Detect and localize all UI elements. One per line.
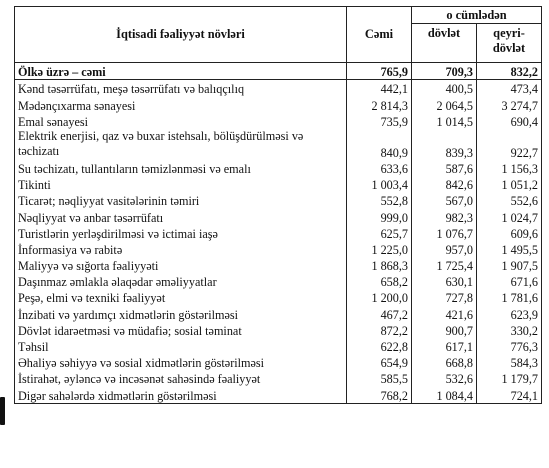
edge-mark <box>0 397 5 425</box>
row-total-value: 840,9 <box>347 129 412 160</box>
row-total-value: 633,6 <box>347 160 412 176</box>
row-state-value: 1 014,5 <box>412 113 477 129</box>
row-activity-name: İnzibati və yardımçı xidmətlərin göstərilməsi <box>15 305 347 321</box>
row-total-value: 1 200,0 <box>347 289 412 305</box>
row-state-value: 1 084,4 <box>412 386 477 403</box>
row-total-value: 658,2 <box>347 273 412 289</box>
row-state-value: 727,8 <box>412 289 477 305</box>
row-state-value: 668,8 <box>412 354 477 370</box>
header-activity: İqtisadi fəaliyyət növləri <box>15 7 347 63</box>
table-row <box>15 354 542 370</box>
row-nonstate-value: 623,9 <box>477 305 542 321</box>
row-state-value: 842,6 <box>412 176 477 192</box>
row-nonstate-value: 1 051,2 <box>477 176 542 192</box>
table-row <box>15 386 542 403</box>
row-activity-name: Təhsil <box>15 338 347 354</box>
table-row <box>15 113 542 129</box>
wage-table <box>14 6 542 404</box>
row-activity-name: Turistlərin yerləşdirilməsi və ictimai iaşə <box>15 225 347 241</box>
table-header <box>15 7 542 63</box>
row-activity-name: Peşə, elmi və texniki fəaliyyət <box>15 289 347 305</box>
row-state-value: 587,6 <box>412 160 477 176</box>
row-activity-name: Dövlət idarəetməsi və müdafiə; sosial təminat <box>15 322 347 338</box>
table-row <box>15 176 542 192</box>
table-row <box>15 80 542 97</box>
row-total-value: 872,2 <box>347 322 412 338</box>
row-state-value: 400,5 <box>412 80 477 97</box>
table-row <box>15 192 542 208</box>
row-total-value: 467,2 <box>347 305 412 321</box>
row-nonstate-value: 473,4 <box>477 80 542 97</box>
row-total-value: 654,9 <box>347 354 412 370</box>
row-total-value: 765,9 <box>347 63 412 80</box>
table-row <box>15 160 542 176</box>
row-activity-name: Mədənçıxarma sənayesi <box>15 96 347 112</box>
row-activity-name: Əhaliyə səhiyyə və sosial xidmətlərin göstərilməsi <box>15 354 347 370</box>
row-activity-name: Daşınmaz əmlakla əlaqədar əməliyyatlar <box>15 273 347 289</box>
row-total-value: 585,5 <box>347 370 412 386</box>
row-activity-name: Ticarət; nəqliyyat vasitələrinin təmiri <box>15 192 347 208</box>
row-total-value: 768,2 <box>347 386 412 403</box>
header-including: o cümlədən <box>412 7 542 24</box>
row-activity-name: Ölkə üzrə – cəmi <box>15 63 347 80</box>
row-state-value: 567,0 <box>412 192 477 208</box>
row-nonstate-value: 1 781,6 <box>477 289 542 305</box>
row-state-value: 1 725,4 <box>412 257 477 273</box>
table-row <box>15 338 542 354</box>
row-total-value: 552,8 <box>347 192 412 208</box>
table-row <box>15 129 542 160</box>
table-row <box>15 289 542 305</box>
row-state-value: 421,6 <box>412 305 477 321</box>
row-state-value: 630,1 <box>412 273 477 289</box>
row-activity-name: Nəqliyyat və anbar təsərrüfatı <box>15 208 347 224</box>
header-total: Cəmi <box>347 7 412 63</box>
row-total-value: 1 003,4 <box>347 176 412 192</box>
table-row <box>15 225 542 241</box>
row-activity-name: Maliyyə və sığorta fəaliyyəti <box>15 257 347 273</box>
row-nonstate-value: 330,2 <box>477 322 542 338</box>
row-total-value: 625,7 <box>347 225 412 241</box>
table-row <box>15 208 542 224</box>
row-total-value: 1 225,0 <box>347 241 412 257</box>
row-activity-name: Emal sənayesi <box>15 113 347 129</box>
row-nonstate-value: 832,2 <box>477 63 542 80</box>
row-state-value: 2 064,5 <box>412 96 477 112</box>
row-activity-name: Elektrik enerjisi, qaz və buxar istehsalı, bölüşdürülməsi və təchizatı <box>15 129 347 160</box>
row-total-value: 999,0 <box>347 208 412 224</box>
row-state-value: 982,3 <box>412 208 477 224</box>
row-nonstate-value: 724,1 <box>477 386 542 403</box>
row-activity-name: Su təchizatı, tullantıların təmizlənməsi və emalı <box>15 160 347 176</box>
row-nonstate-value: 1 907,5 <box>477 257 542 273</box>
row-nonstate-value: 671,6 <box>477 273 542 289</box>
row-activity-name: Digər sahələrdə xidmətlərin göstərilməsi <box>15 386 347 403</box>
row-nonstate-value: 609,6 <box>477 225 542 241</box>
row-total-value: 2 814,3 <box>347 96 412 112</box>
row-nonstate-value: 584,3 <box>477 354 542 370</box>
table-body <box>15 63 542 404</box>
row-state-value: 1 076,7 <box>412 225 477 241</box>
row-nonstate-value: 1 495,5 <box>477 241 542 257</box>
table-row <box>15 96 542 112</box>
table-row <box>15 257 542 273</box>
row-activity-name: İnformasiya və rabitə <box>15 241 347 257</box>
row-total-value: 735,9 <box>347 113 412 129</box>
table-row <box>15 241 542 257</box>
header-state: dövlət <box>412 24 477 63</box>
statistics-table-page <box>14 6 542 404</box>
row-activity-name: Kənd təsərrüfatı, meşə təsərrüfatı və balıqçılıq <box>15 80 347 97</box>
row-nonstate-value: 1 156,3 <box>477 160 542 176</box>
row-state-value: 839,3 <box>412 129 477 160</box>
row-total-value: 622,8 <box>347 338 412 354</box>
row-state-value: 532,6 <box>412 370 477 386</box>
row-state-value: 900,7 <box>412 322 477 338</box>
row-nonstate-value: 1 179,7 <box>477 370 542 386</box>
row-nonstate-value: 1 024,7 <box>477 208 542 224</box>
row-activity-name: İstirahət, əyləncə və incəsənət sahəsində fəaliyyət <box>15 370 347 386</box>
table-row <box>15 305 542 321</box>
row-nonstate-value: 922,7 <box>477 129 542 160</box>
row-nonstate-value: 3 274,7 <box>477 96 542 112</box>
row-nonstate-value: 690,4 <box>477 113 542 129</box>
header-nonstate: qeyri-dövlət <box>477 24 542 63</box>
table-row <box>15 370 542 386</box>
row-state-value: 617,1 <box>412 338 477 354</box>
table-row-total <box>15 63 542 80</box>
row-nonstate-value: 552,6 <box>477 192 542 208</box>
row-nonstate-value: 776,3 <box>477 338 542 354</box>
table-row <box>15 273 542 289</box>
row-state-value: 709,3 <box>412 63 477 80</box>
row-total-value: 442,1 <box>347 80 412 97</box>
row-activity-name: Tikinti <box>15 176 347 192</box>
row-total-value: 1 868,3 <box>347 257 412 273</box>
table-row <box>15 322 542 338</box>
row-state-value: 957,0 <box>412 241 477 257</box>
